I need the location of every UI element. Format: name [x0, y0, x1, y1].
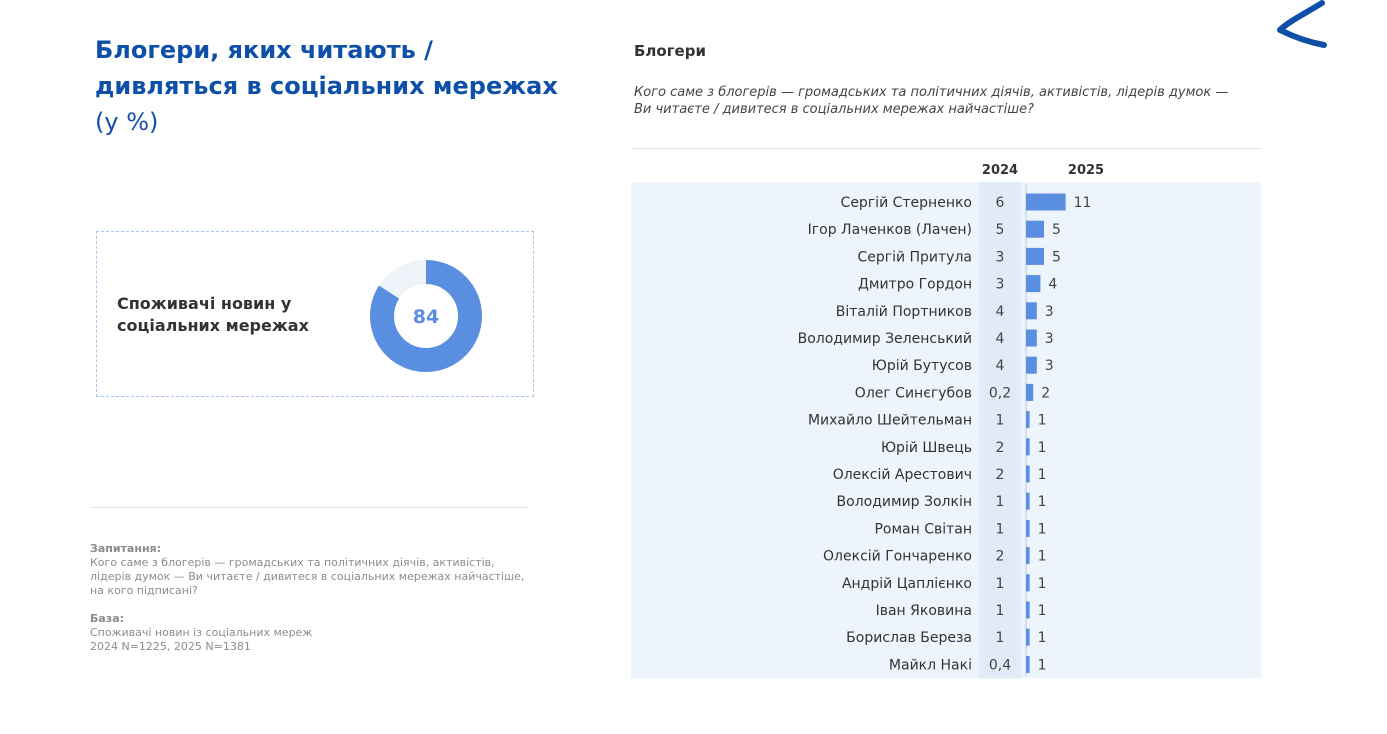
page-title	[95, 32, 565, 140]
value-2024: 6	[995, 195, 1005, 211]
bar-2025	[1026, 520, 1030, 537]
column-header-2024: 2024	[981, 163, 1019, 178]
methodology-notes	[90, 542, 530, 654]
brand-logo	[1272, 0, 1332, 52]
value-2025: 1	[1037, 575, 1047, 592]
category-label: Іван Яковина	[875, 603, 972, 619]
value-2024: 2	[995, 548, 1005, 565]
page-title-text: Блогери, яких читають / дивляться в соціальних мережах	[95, 36, 558, 100]
bar-2025	[1026, 547, 1030, 564]
value-2024: 3	[995, 249, 1005, 266]
value-2024: 5	[995, 222, 1005, 239]
bar-2025	[1026, 602, 1030, 619]
value-2025: 1	[1037, 467, 1047, 483]
divider	[90, 507, 529, 508]
value-2024: 1	[995, 630, 1005, 647]
base-line-1: Споживачі новин із соціальних мереж	[90, 626, 313, 639]
bar-2025	[1026, 384, 1033, 401]
category-label: Володимир Золкін	[836, 494, 972, 511]
kpi-card	[96, 231, 534, 397]
kpi-label: Споживачі новин у соціальних мережах	[117, 294, 309, 335]
value-2024: 4	[995, 358, 1005, 375]
bar-2025	[1026, 357, 1037, 374]
value-2025: 11	[1073, 195, 1092, 211]
value-2025: 1	[1037, 630, 1047, 647]
value-2024: 1	[995, 575, 1005, 592]
chart-title: Блогери	[634, 42, 706, 60]
value-2025: 1	[1037, 521, 1047, 538]
category-label: Юрій Швець	[880, 439, 972, 456]
category-label: Андрій Цаплієнко	[841, 575, 972, 592]
value-2025: 2	[1041, 385, 1051, 402]
bar-2025	[1026, 194, 1066, 211]
bar-2025	[1026, 574, 1030, 591]
value-2024: 2	[995, 467, 1005, 483]
value-2025: 1	[1037, 657, 1047, 674]
value-2024: 4	[995, 331, 1005, 347]
value-2025: 3	[1044, 303, 1054, 320]
base-heading: База:	[90, 612, 125, 625]
category-label: Віталій Портников	[835, 303, 972, 320]
bar-2025	[1026, 629, 1030, 646]
category-label: Володимир Зеленський	[797, 331, 972, 347]
value-2024: 0,4	[988, 657, 1012, 674]
category-label: Сергій Притула	[857, 249, 972, 266]
bar-2025	[1026, 466, 1030, 483]
chart-subtitle: Кого саме з блогерів — громадських та політичних діячів, активістів, лідерів думок — Ви читаєте / дивитеся в соціальних мережах найчастіше?	[634, 85, 1229, 117]
category-label: Дмитро Гордон	[857, 276, 972, 293]
bar-2025	[1026, 302, 1037, 319]
page-title-unit: (у %)	[95, 108, 159, 136]
category-label: Олег Синєгубов	[854, 385, 972, 402]
value-2024: 4	[995, 303, 1005, 320]
chart-divider	[631, 148, 1261, 149]
category-label: Михайло Шейтельман	[807, 412, 972, 429]
category-label: Ігор Лаченков (Лачен)	[807, 222, 972, 239]
category-label: Сергій Стерненко	[840, 195, 972, 211]
category-label: Майкл Накі	[888, 657, 972, 674]
bar-2025	[1026, 411, 1030, 428]
kpi-donut	[370, 260, 482, 372]
bar-2025	[1026, 493, 1030, 510]
value-2024: 1	[995, 494, 1005, 511]
bar-2025	[1026, 656, 1030, 673]
value-2025: 1	[1037, 439, 1047, 456]
value-2025: 5	[1052, 222, 1061, 239]
value-2024: 1	[995, 521, 1005, 538]
value-2024: 2	[995, 439, 1005, 456]
bar-2025	[1026, 248, 1044, 265]
value-2025: 1	[1037, 603, 1047, 619]
bar-chart	[631, 156, 1261, 692]
base-line-2: 2024 N=1225, 2025 N=1381	[90, 640, 251, 653]
question-text: Кого саме з блогерів — громадських та політичних діячів, активістів, лідерів думок — Ви читаєте / дивитеся в соціальних мережах найчастіше, на кого підписані?	[90, 556, 525, 597]
value-2025: 4	[1048, 276, 1058, 293]
question-heading: Запитання:	[90, 542, 162, 555]
category-label: Борислав Береза	[846, 630, 972, 647]
category-label: Юрій Бутусов	[871, 358, 972, 375]
bar-2025	[1026, 275, 1040, 292]
bar-2025	[1026, 438, 1030, 455]
value-2024: 0,2	[988, 385, 1012, 402]
value-2025: 1	[1037, 412, 1047, 429]
category-label: Олексій Гончаренко	[823, 548, 972, 565]
value-2025: 3	[1044, 331, 1054, 347]
value-2024: 1	[995, 412, 1005, 429]
value-2025: 3	[1044, 358, 1054, 375]
category-label: Роман Світан	[874, 521, 972, 538]
bar-2025	[1026, 330, 1037, 347]
value-2024: 1	[995, 603, 1005, 619]
value-2025: 5	[1052, 249, 1061, 266]
value-2025: 1	[1037, 548, 1047, 565]
value-2024: 3	[995, 276, 1005, 293]
category-label: Олексій Арестович	[832, 467, 972, 483]
kpi-value: 84	[412, 306, 440, 328]
value-2025: 1	[1037, 494, 1047, 511]
column-header-2025: 2025	[1067, 163, 1105, 178]
bar-2025	[1026, 221, 1044, 238]
